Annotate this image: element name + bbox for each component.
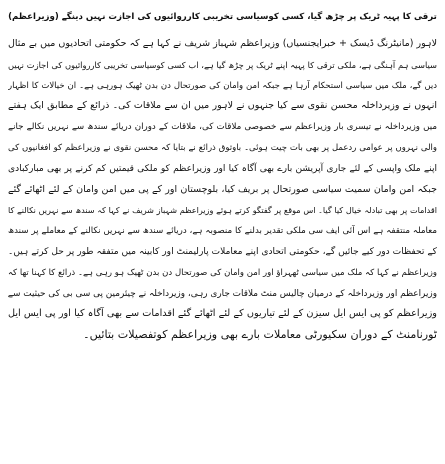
article-line: انہوں نے وزیرداخلہ محسن نقوی سے کیا جنہوں نے لاہور میں ان سے ملاقات کی۔ ذرائع کے مطابق ایک ہفتے (8, 100, 437, 112)
article-line: والی نہروں پر عوامی ردعمل پر بھی بات چیت ہوئی۔ باوثوق ذرائع نے بتایا کہ محسن نقوی نے وزیراعظم کو افغانیوں کی (8, 142, 437, 153)
article-headline: ترقی کا پہیہ ٹریک پر چڑھ گیا، کسی کوسیاسی تخریبی کارروائیوں کی اجازت نہیں دینگے (وزیراعظم) (8, 12, 437, 22)
article-line: اپنے ملک واپسی کے لئے جاری آپریشن بارے بھی آگاہ کیا اور وزیراعظم کو ملکی قیمتیں کم کرنے پر بھی مبارکبادی (8, 163, 437, 174)
article-line: اقدامات پر بھی تبادلہ خیال کیا گیا۔ اس موقع پر گفتگو کرتے ہوئے وزیراعظم شہباز شریف نے کہا کہ سندھ سے نہریں نکالنے کا (8, 205, 437, 216)
article-line: ٹورنامنٹ کے دوران سکیورٹی معاملات بارے بھی وزیراعظم کوتفصیلات بتائیں۔ (83, 328, 437, 342)
article-line: دیں گے، ملک میں سیاسی استحکام آرہا ہے جبکہ امن وامان کی صورتحال دن بدن ٹھیک ہورہی ہے۔ ان خیالات کا اظہار (8, 80, 437, 91)
article-line: جبکہ امن وامان سمیت سیاسی صورتحال پر بریف کیا، بلوچستان اور کے پی میں امن وامان کے لئے اٹھائے گئے (8, 183, 437, 195)
article-line: وزیراعظم اور وزیرداخلہ کے درمیان چالیس منٹ ملاقات جاری رہی، وزیرداخلہ نے چیئرمین پی سی بی کی حیثیت سے (8, 288, 437, 299)
article-line: کے تحفظات دور کیے جائیں گے، حکومتی اتحادی اپنے معاملات پارلیمنٹ اور کابینہ میں متفقہ طور پر حل کرتے ہیں۔ (8, 246, 437, 257)
article-line: وزیراعظم کو پی ایس ایل سیزن کے لئے تیاریوں کے لئے اٹھائے گئے اقدامات سے بھی آگاہ کیا اور پی ایس ایل (8, 308, 437, 320)
article-line: معاملہ منتقفہ ہے اس آئی ایف سی ملکی تقدیر بدلنے کا منصوبہ ہے، دریائے سندھ سے نہریں نکالنے کے معاملے پر سندھ (8, 226, 437, 237)
article-line: سیاسی ہم آہنگی ہے، ملکی ترقی کا پہیہ اپنے ٹریک پر چڑھ گیا ہے، اب کسی کوسیاسی تخریبی کارروائیوں کی اجازت نہیں (8, 59, 437, 70)
article-line: میں وزیرداخلہ نے تیسری بار وزیراعظم سے خصوصی ملاقات کی، ملاقات کے دوران دریائے سندھ سے نہریں نکالے جانے (8, 122, 437, 133)
article-body (8, 34, 437, 346)
article-line: لاہور (مانیٹرنگ ڈیسک + خبرایجنسیاں) وزیراعظم شہباز شریف نے کہا ہے کہ حکومتی اتحادیوں میں بے مثال (8, 38, 437, 49)
article-line: وزیراعظم نے کہا کہ ملک میں سیاسی ٹھہراؤ اور امن وامان کی صورتحال دن بدن ٹھیک ہو رہی ہے۔ ذرائع کا کہنا تھا کہ (8, 267, 437, 278)
